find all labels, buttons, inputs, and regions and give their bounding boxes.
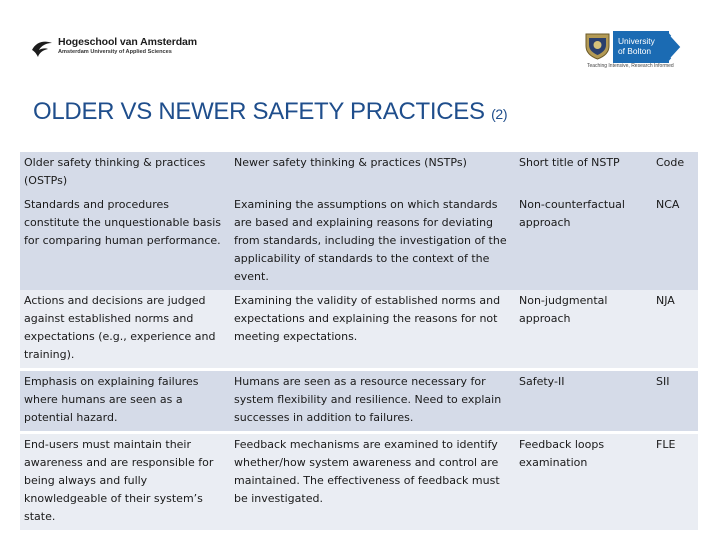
bolton-line1: University bbox=[618, 36, 655, 46]
cell-code: NCA bbox=[652, 194, 698, 290]
practices-table bbox=[20, 152, 698, 530]
table-row bbox=[20, 433, 698, 531]
hva-logo bbox=[30, 36, 230, 64]
bolton-wordmark bbox=[613, 31, 669, 63]
cell-newer: Examining the validity of established norms and expectations and explaining the reasons for not meeting expectations. bbox=[230, 290, 515, 370]
cell-code: FLE bbox=[652, 433, 698, 531]
page-title-suffix: (2) bbox=[491, 106, 508, 122]
table-row bbox=[20, 194, 698, 290]
header-short-title: Short title of NSTP bbox=[515, 152, 652, 194]
cell-short-title: Feedback loops examination bbox=[515, 433, 652, 531]
bolton-logo bbox=[583, 30, 688, 72]
cell-newer: Examining the assumptions on which standards are based and explaining reasons for deviating from standards, including the investigation of the applicability of standards to the context of the event. bbox=[230, 194, 515, 290]
cell-older: Standards and procedures constitute the unquestionable basis for comparing human performance. bbox=[20, 194, 230, 290]
page-title-main: OLDER VS NEWER SAFETY PRACTICES bbox=[33, 98, 485, 125]
cell-older: End-users must maintain their awareness and are responsible for being always and fully knowledgeable of their system’s state. bbox=[20, 433, 230, 531]
header-older: Older safety thinking & practices (OSTPs) bbox=[20, 152, 230, 194]
bolton-crest-icon bbox=[585, 32, 610, 60]
cell-newer: Feedback mechanisms are examined to identify whether/how system awareness and control are maintained. The effectiveness of feedback must be investigated. bbox=[230, 433, 515, 531]
cell-older: Emphasis on explaining failures where humans are seen as a potential hazard. bbox=[20, 370, 230, 433]
hva-name: Hogeschool van Amsterdam bbox=[58, 36, 197, 48]
cell-code: NJA bbox=[652, 290, 698, 370]
table-header-row bbox=[20, 152, 698, 194]
header-newer: Newer safety thinking & practices (NSTPs) bbox=[230, 152, 515, 194]
bolton-arrow-icon bbox=[667, 30, 685, 64]
table-row bbox=[20, 370, 698, 433]
cell-short-title: Safety-II bbox=[515, 370, 652, 433]
cell-older: Actions and decisions are judged against established norms and expectations (e.g., experience and training). bbox=[20, 290, 230, 370]
bolton-tagline: Teaching Intensive, Research Informed bbox=[587, 63, 674, 69]
hva-subtitle: Amsterdam University of Applied Sciences bbox=[58, 49, 172, 55]
cell-short-title: Non-counterfactual approach bbox=[515, 194, 652, 290]
header-code: Code bbox=[652, 152, 698, 194]
bolton-line2: of Bolton bbox=[618, 46, 652, 56]
page-title bbox=[33, 98, 507, 126]
cell-short-title: Non-judgmental approach bbox=[515, 290, 652, 370]
cell-code: SII bbox=[652, 370, 698, 433]
table-row bbox=[20, 290, 698, 370]
hva-flame-icon bbox=[30, 38, 54, 58]
cell-newer: Humans are seen as a resource necessary for system flexibility and resilience. Need to explain successes in addition to failures. bbox=[230, 370, 515, 433]
